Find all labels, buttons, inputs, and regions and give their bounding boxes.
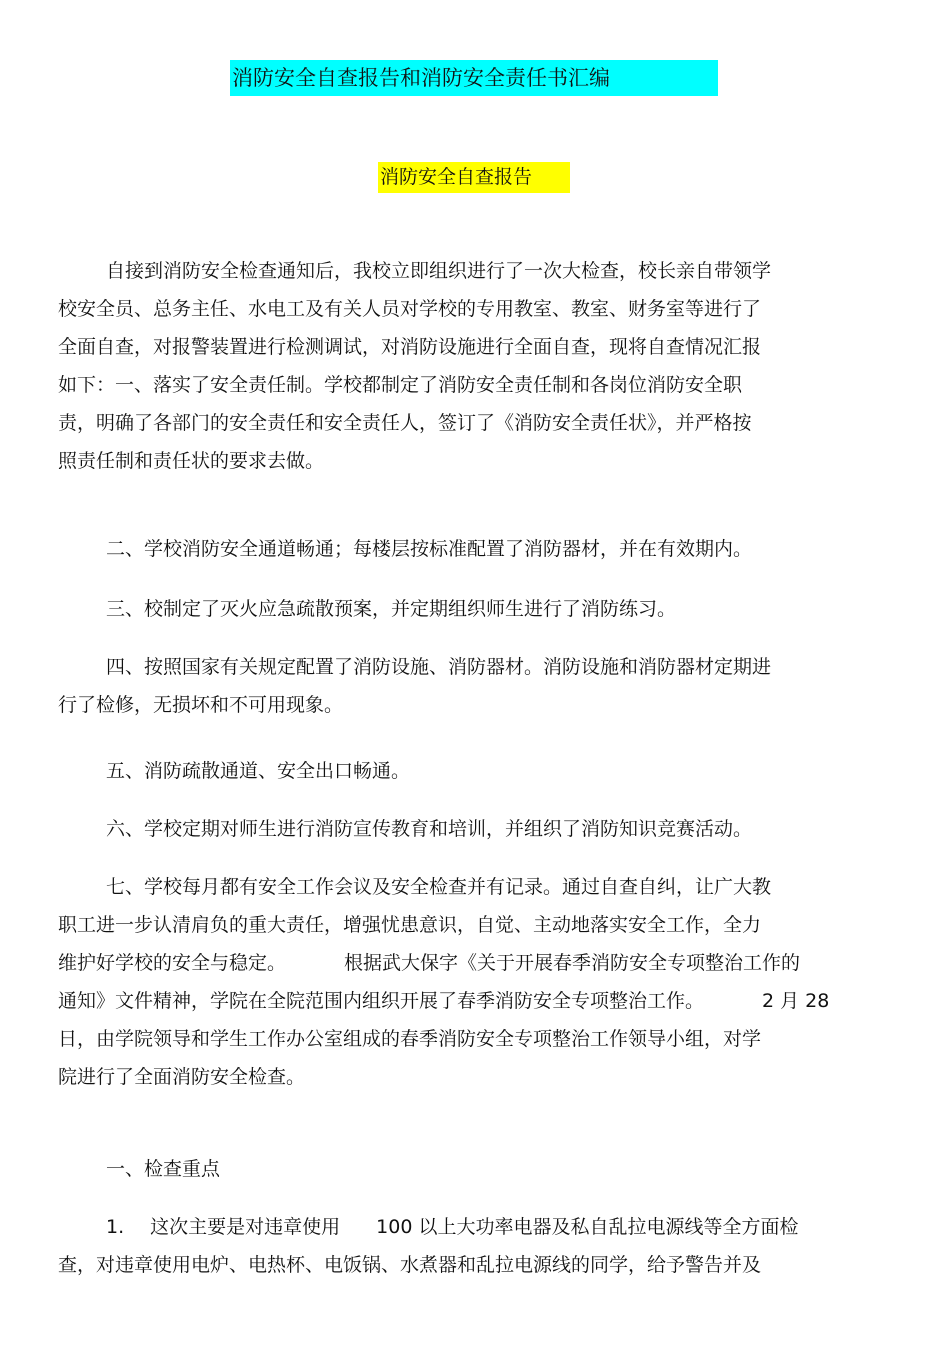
text-line: 三、校制定了灭火应急疏散预案，并定期组织师生进行了消防练习。 xyxy=(106,598,677,620)
paragraph-item-7 xyxy=(58,868,898,1096)
date-text: 2 月 28 xyxy=(762,990,830,1012)
text-line: 六、学校定期对师生进行消防宣传教育和培训，并组织了消防知识竞赛活动。 xyxy=(106,818,753,840)
section-title xyxy=(378,162,570,193)
text-segment: 100 以上大功率电器及私自乱拉电源线等全方面检 xyxy=(376,1216,799,1238)
text-line: 四、按照国家有关规定配置了消防设施、消防器材。消防设施和消防器材定期进 xyxy=(106,656,772,678)
text-line: 二、学校消防安全通道畅通；每楼层按标准配置了消防器材，并在有效期内。 xyxy=(106,538,753,560)
text-line: 日，由学院领导和学生工作办公室组成的春季消防安全专项整治工作领导小组，对学 xyxy=(58,1028,762,1050)
paragraph-item-5 xyxy=(58,752,858,790)
text-line: 行了检修，无损坏和不可用现象。 xyxy=(58,694,344,716)
text-line xyxy=(58,1208,858,1246)
paragraph-intro xyxy=(58,252,858,480)
text-line: 校安全员、总务主任、水电工及有关人员对学校的专用教室、教室、财务室等进行了 xyxy=(58,298,762,320)
paragraph-item-4 xyxy=(58,648,858,724)
text-line: 七、学校每月都有安全工作会议及安全检查并有记录。通过自查自纠，让广大教 xyxy=(106,876,772,898)
paragraph-item-6 xyxy=(58,810,858,848)
section-title-text: 消防安全自查报告 xyxy=(380,166,533,188)
text-line: 一、检查重点 xyxy=(106,1158,221,1180)
text-segment: 这次主要是对违章使用 xyxy=(150,1216,341,1238)
text-line: 职工进一步认清肩负的重大责任，增强忧患意识，自觉、主动地落实安全工作，全力 xyxy=(58,914,762,936)
document-title-text: 消防安全自查报告和消防安全责任书汇编 xyxy=(232,66,610,90)
paragraph-item-3 xyxy=(58,590,858,628)
section-heading-inspection-focus xyxy=(58,1150,858,1188)
paragraph-item-2 xyxy=(58,530,858,568)
paragraph-numbered-1 xyxy=(58,1208,858,1284)
document-title xyxy=(230,60,718,96)
text-line: 查，对违章使用电炉、电热杯、电饭锅、水煮器和乱拉电源线的同学，给予警告并及 xyxy=(58,1254,762,1276)
text-line xyxy=(58,982,898,1020)
text-line: 责，明确了各部门的安全责任和安全责任人，签订了《消防安全责任状》，并严格按 xyxy=(58,412,752,434)
text-line: 照责任制和责任状的要求去做。 xyxy=(58,450,325,472)
text-segment: 根据武大保字《关于开展春季消防安全专项整治工作的 xyxy=(344,952,801,974)
list-number: 1. xyxy=(106,1216,125,1238)
text-segment: 通知》文件精神，学院在全院范围内组织开展了春季消防安全专项整治工作。 xyxy=(58,990,705,1012)
text-segment: 维护好学校的安全与稳定。 xyxy=(58,952,287,974)
text-line: 五、消防疏散通道、安全出口畅通。 xyxy=(106,760,411,782)
text-line: 如下：一、落实了安全责任制。学校都制定了消防安全责任制和各岗位消防安全职 xyxy=(58,374,743,396)
text-line: 自接到消防安全检查通知后，我校立即组织进行了一次大检查，校长亲自带领学 xyxy=(106,260,772,282)
text-line xyxy=(58,944,898,982)
text-line: 全面自查，对报警装置进行检测调试，对消防设施进行全面自查，现将自查情况汇报 xyxy=(58,336,762,358)
text-line: 院进行了全面消防安全检查。 xyxy=(58,1066,306,1088)
